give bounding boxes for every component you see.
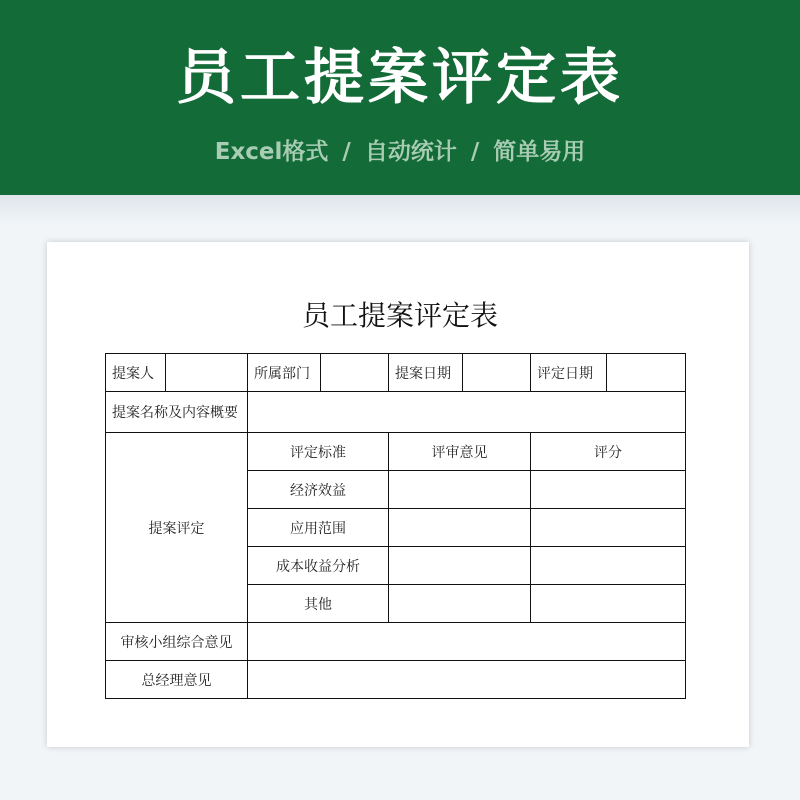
review-opinion-cell[interactable]: [389, 547, 531, 585]
summary-label: 提案名称及内容概要: [106, 392, 248, 433]
evaluation-date-value-cell[interactable]: [607, 354, 686, 392]
banner-tagline: [0, 136, 800, 168]
summary-value-cell[interactable]: [248, 392, 686, 433]
department-value-cell[interactable]: [321, 354, 389, 392]
score-column-header: 评分: [531, 433, 686, 471]
banner-shadow: [0, 195, 800, 225]
criteria-other: 其他: [248, 585, 389, 623]
evaluation-header-row: [106, 433, 686, 471]
manager-row: [106, 661, 686, 699]
tag-separator: /: [342, 139, 351, 165]
tag-easy-to-use: 简单易用: [493, 139, 586, 165]
proposal-date-label: 提案日期: [389, 354, 463, 392]
score-cell[interactable]: [531, 547, 686, 585]
banner-title: 员工提案评定表: [176, 43, 624, 113]
proposer-value-cell[interactable]: [166, 354, 248, 392]
manager-opinion-label: 总经理意见: [106, 661, 248, 699]
review-group-label: 审核小组综合意见: [106, 623, 248, 661]
document-title: 员工提案评定表: [301, 299, 498, 332]
summary-row: [106, 392, 686, 433]
criteria-application-scope: 应用范围: [248, 509, 389, 547]
score-cell[interactable]: [531, 585, 686, 623]
banner: [0, 0, 800, 195]
review-opinion-column-header: 评审意见: [389, 433, 531, 471]
evaluation-label: 提案评定: [106, 433, 248, 623]
criteria-column-header: 评定标准: [248, 433, 389, 471]
review-group-row: [106, 623, 686, 661]
score-cell[interactable]: [531, 509, 686, 547]
tag-auto-stats: 自动统计: [364, 139, 457, 165]
review-opinion-cell[interactable]: [389, 509, 531, 547]
review-opinion-cell[interactable]: [389, 471, 531, 509]
criteria-economic-benefit: 经济效益: [248, 471, 389, 509]
department-label: 所属部门: [248, 354, 321, 392]
proposal-date-value-cell[interactable]: [463, 354, 531, 392]
review-group-value-cell[interactable]: [248, 623, 686, 661]
criteria-cost-benefit-analysis: 成本收益分析: [248, 547, 389, 585]
header-row: [106, 354, 686, 392]
evaluation-date-label: 评定日期: [531, 354, 607, 392]
evaluation-form-table: [105, 353, 686, 699]
tag-excel-format: Excel格式: [214, 139, 329, 165]
review-opinion-cell[interactable]: [389, 585, 531, 623]
manager-opinion-value-cell[interactable]: [248, 661, 686, 699]
score-cell[interactable]: [531, 471, 686, 509]
proposer-label: 提案人: [106, 354, 166, 392]
tag-separator: /: [470, 139, 480, 165]
